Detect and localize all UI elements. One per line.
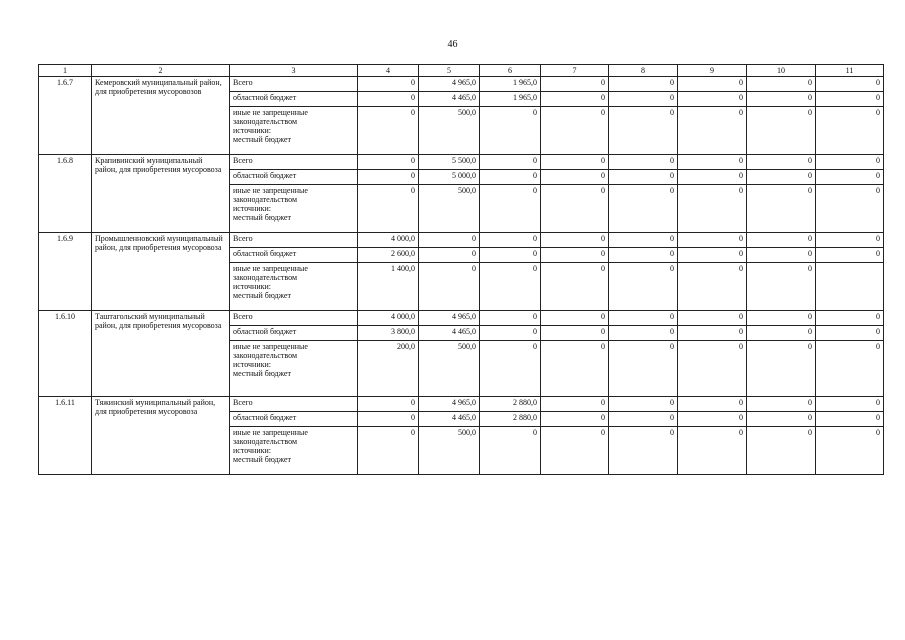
funding-source: Всего — [230, 233, 358, 248]
amount-cell: 0 — [609, 427, 678, 475]
funding-source-line: местный бюджет — [233, 213, 291, 222]
amount-cell: 0 — [816, 397, 884, 412]
funding-source-line: местный бюджет — [233, 455, 291, 464]
amount-cell: 0 — [678, 263, 747, 311]
amount-cell: 0 — [419, 248, 480, 263]
amount-cell: 0 — [609, 170, 678, 185]
amount-cell: 0 — [678, 170, 747, 185]
amount-cell: 0 — [480, 233, 541, 248]
funding-source — [230, 107, 358, 155]
amount-cell: 0 — [609, 341, 678, 397]
funding-source: областной бюджет — [230, 412, 358, 427]
item-code: 1.6.8 — [39, 155, 92, 233]
amount-cell: 0 — [747, 77, 816, 92]
amount-cell: 500,0 — [419, 427, 480, 475]
amount-cell: 500,0 — [419, 107, 480, 155]
funding-source-line: законодательством — [233, 351, 298, 360]
item-code: 1.6.10 — [39, 311, 92, 397]
amount-cell: 0 — [480, 155, 541, 170]
amount-cell: 4 000,0 — [358, 311, 419, 326]
item-name: Кемеровский муниципальный район, для приобретения мусоровозов — [92, 77, 230, 155]
amount-cell: 0 — [747, 170, 816, 185]
amount-cell: 0 — [609, 248, 678, 263]
amount-cell: 0 — [609, 263, 678, 311]
amount-cell: 5 500,0 — [419, 155, 480, 170]
column-header: 6 — [480, 65, 541, 77]
amount-cell: 0 — [747, 248, 816, 263]
amount-cell — [816, 263, 884, 311]
amount-cell: 0 — [747, 185, 816, 233]
amount-cell: 0 — [541, 341, 609, 397]
amount-cell: 0 — [541, 185, 609, 233]
amount-cell: 1 965,0 — [480, 92, 541, 107]
funding-source-line: законодательством — [233, 273, 298, 282]
amount-cell: 0 — [816, 233, 884, 248]
amount-cell: 0 — [609, 326, 678, 341]
amount-cell: 0 — [541, 107, 609, 155]
budget-table — [38, 64, 884, 475]
column-header: 2 — [92, 65, 230, 77]
item-name: Тяжинский муниципальный район, для приобретения мусоровоза — [92, 397, 230, 475]
amount-cell: 1 965,0 — [480, 77, 541, 92]
amount-cell: 0 — [358, 170, 419, 185]
item-code: 1.6.7 — [39, 77, 92, 155]
amount-cell: 0 — [816, 326, 884, 341]
funding-source-line: источники: — [233, 126, 271, 135]
amount-cell: 0 — [358, 397, 419, 412]
amount-cell: 0 — [816, 248, 884, 263]
funding-source: областной бюджет — [230, 170, 358, 185]
amount-cell: 0 — [678, 341, 747, 397]
amount-cell: 0 — [609, 412, 678, 427]
amount-cell: 0 — [609, 92, 678, 107]
amount-cell: 0 — [747, 341, 816, 397]
funding-source-line: источники: — [233, 204, 271, 213]
funding-source — [230, 263, 358, 311]
amount-cell: 2 880,0 — [480, 412, 541, 427]
amount-cell: 0 — [609, 77, 678, 92]
amount-cell: 0 — [678, 397, 747, 412]
amount-cell: 0 — [480, 263, 541, 311]
amount-cell: 0 — [419, 233, 480, 248]
amount-cell: 0 — [816, 341, 884, 397]
amount-cell: 0 — [747, 427, 816, 475]
amount-cell: 0 — [816, 155, 884, 170]
amount-cell: 0 — [358, 77, 419, 92]
amount-cell: 0 — [747, 263, 816, 311]
amount-cell: 0 — [541, 155, 609, 170]
table-row — [39, 233, 884, 248]
amount-cell: 0 — [816, 427, 884, 475]
amount-cell: 0 — [609, 107, 678, 155]
funding-source-line: иные не запрещенные — [233, 264, 308, 273]
amount-cell: 0 — [678, 107, 747, 155]
page-number: 46 — [447, 39, 458, 50]
amount-cell: 2 600,0 — [358, 248, 419, 263]
item-name: Таштагольский муниципальный район, для приобретения мусоровоза — [92, 311, 230, 397]
amount-cell: 0 — [419, 263, 480, 311]
amount-cell: 0 — [358, 107, 419, 155]
amount-cell: 200,0 — [358, 341, 419, 397]
funding-source-line: иные не запрещенные — [233, 108, 308, 117]
funding-source-line: местный бюджет — [233, 291, 291, 300]
amount-cell: 0 — [480, 427, 541, 475]
amount-cell: 0 — [541, 311, 609, 326]
column-header: 5 — [419, 65, 480, 77]
amount-cell: 0 — [358, 155, 419, 170]
column-header: 8 — [609, 65, 678, 77]
column-header: 11 — [816, 65, 884, 77]
amount-cell: 0 — [541, 326, 609, 341]
amount-cell: 0 — [816, 107, 884, 155]
funding-source: областной бюджет — [230, 248, 358, 263]
amount-cell: 0 — [678, 155, 747, 170]
funding-source-line: иные не запрещенные — [233, 428, 308, 437]
table-row — [39, 397, 884, 412]
amount-cell: 0 — [816, 92, 884, 107]
funding-source-line: законодательством — [233, 117, 298, 126]
column-header: 1 — [39, 65, 92, 77]
column-number-row — [39, 65, 884, 77]
amount-cell: 4 465,0 — [419, 412, 480, 427]
funding-source — [230, 341, 358, 397]
amount-cell: 0 — [541, 248, 609, 263]
table-row — [39, 77, 884, 92]
funding-source: Всего — [230, 77, 358, 92]
amount-cell: 0 — [480, 170, 541, 185]
column-header: 10 — [747, 65, 816, 77]
funding-source: Всего — [230, 397, 358, 412]
amount-cell: 4 965,0 — [419, 77, 480, 92]
table-row — [39, 311, 884, 326]
funding-source: Всего — [230, 311, 358, 326]
amount-cell: 0 — [541, 170, 609, 185]
amount-cell: 2 880,0 — [480, 397, 541, 412]
amount-cell: 0 — [541, 397, 609, 412]
amount-cell: 0 — [747, 397, 816, 412]
amount-cell: 4 000,0 — [358, 233, 419, 248]
funding-source: областной бюджет — [230, 92, 358, 107]
amount-cell: 4 465,0 — [419, 326, 480, 341]
table-row — [39, 155, 884, 170]
amount-cell: 0 — [816, 185, 884, 233]
amount-cell: 0 — [678, 311, 747, 326]
amount-cell: 0 — [541, 412, 609, 427]
funding-source — [230, 427, 358, 475]
funding-source — [230, 185, 358, 233]
amount-cell: 0 — [609, 155, 678, 170]
amount-cell: 0 — [480, 107, 541, 155]
funding-source: областной бюджет — [230, 326, 358, 341]
amount-cell: 5 000,0 — [419, 170, 480, 185]
amount-cell: 0 — [747, 155, 816, 170]
column-header: 7 — [541, 65, 609, 77]
amount-cell: 0 — [747, 107, 816, 155]
amount-cell: 0 — [358, 427, 419, 475]
funding-source-line: иные не запрещенные — [233, 342, 308, 351]
amount-cell: 0 — [541, 233, 609, 248]
amount-cell: 0 — [678, 326, 747, 341]
amount-cell: 0 — [678, 248, 747, 263]
amount-cell: 0 — [747, 233, 816, 248]
amount-cell: 0 — [816, 412, 884, 427]
amount-cell: 0 — [678, 185, 747, 233]
funding-source-line: законодательством — [233, 437, 298, 446]
amount-cell: 0 — [480, 326, 541, 341]
amount-cell: 0 — [480, 248, 541, 263]
item-name: Крапивинский муниципальный район, для приобретения мусоровоза — [92, 155, 230, 233]
amount-cell: 0 — [747, 326, 816, 341]
amount-cell: 4 965,0 — [419, 311, 480, 326]
amount-cell: 0 — [541, 427, 609, 475]
column-header: 4 — [358, 65, 419, 77]
amount-cell: 0 — [747, 412, 816, 427]
amount-cell: 4 965,0 — [419, 397, 480, 412]
amount-cell: 0 — [747, 311, 816, 326]
amount-cell: 0 — [358, 412, 419, 427]
amount-cell: 0 — [358, 92, 419, 107]
funding-source-line: местный бюджет — [233, 135, 291, 144]
amount-cell: 0 — [358, 185, 419, 233]
amount-cell: 0 — [609, 311, 678, 326]
amount-cell: 0 — [541, 263, 609, 311]
amount-cell: 0 — [816, 77, 884, 92]
amount-cell: 0 — [678, 92, 747, 107]
amount-cell: 4 465,0 — [419, 92, 480, 107]
amount-cell: 0 — [816, 170, 884, 185]
item-code: 1.6.9 — [39, 233, 92, 311]
funding-source-line: источники: — [233, 282, 271, 291]
funding-source-line: законодательством — [233, 195, 298, 204]
funding-source-line: местный бюджет — [233, 369, 291, 378]
item-code: 1.6.11 — [39, 397, 92, 475]
funding-source-line: иные не запрещенные — [233, 186, 308, 195]
amount-cell: 1 400,0 — [358, 263, 419, 311]
funding-source-line: источники: — [233, 360, 271, 369]
amount-cell: 0 — [678, 427, 747, 475]
amount-cell: 0 — [678, 77, 747, 92]
amount-cell: 0 — [678, 412, 747, 427]
amount-cell: 0 — [609, 185, 678, 233]
amount-cell: 500,0 — [419, 341, 480, 397]
amount-cell: 500,0 — [419, 185, 480, 233]
amount-cell: 0 — [678, 233, 747, 248]
amount-cell: 0 — [480, 341, 541, 397]
column-header: 9 — [678, 65, 747, 77]
amount-cell: 0 — [816, 311, 884, 326]
amount-cell: 0 — [480, 311, 541, 326]
amount-cell: 0 — [609, 233, 678, 248]
item-name: Промышленновский муниципальный район, для приобретения мусоровоза — [92, 233, 230, 311]
amount-cell: 0 — [541, 77, 609, 92]
column-header: 3 — [230, 65, 358, 77]
amount-cell: 3 800,0 — [358, 326, 419, 341]
amount-cell: 0 — [541, 92, 609, 107]
amount-cell: 0 — [747, 92, 816, 107]
amount-cell: 0 — [609, 397, 678, 412]
funding-source-line: источники: — [233, 446, 271, 455]
amount-cell: 0 — [480, 185, 541, 233]
funding-source: Всего — [230, 155, 358, 170]
